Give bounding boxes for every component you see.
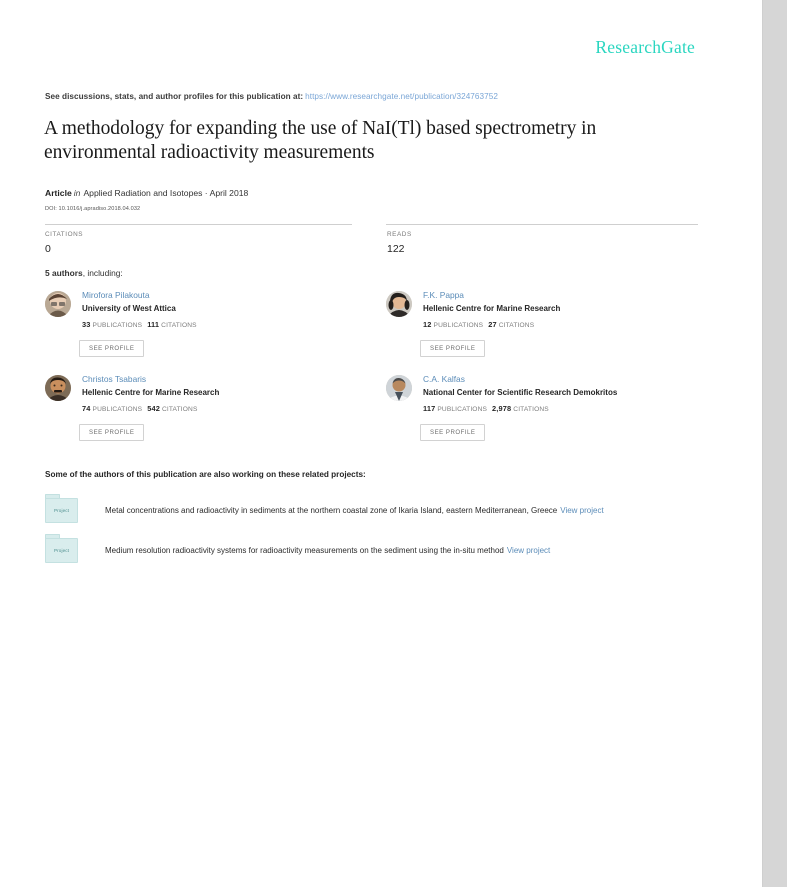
author-body [423,374,706,413]
publications-label: PUBLICATIONS [92,322,143,329]
doi-text: DOI: 10.1016/j.apradiso.2018.04.032 [45,206,141,212]
journal-name: Applied Radiation and Isotopes · April 2018 [83,188,249,198]
author-publications-count: 74 [82,404,91,413]
see-profile-button[interactable]: SEE PROFILE [79,424,144,441]
project-description: Metal concentrations and radioactivity in sediments at the northern coastal zone of Ikaria Island, eastern Mediterranean, Greece [105,506,558,515]
reads-value: 122 [387,243,405,255]
publications-label: PUBLICATIONS [437,406,488,413]
project-description-line [105,506,604,515]
citations-label: CITATIONS [45,231,84,238]
author-stats [82,404,365,413]
discussions-line [45,92,498,101]
publications-label: PUBLICATIONS [92,406,143,413]
see-profile-button[interactable]: SEE PROFILE [79,340,144,357]
citations-label: CITATIONS [498,322,535,329]
project-folder-icon[interactable] [45,534,78,563]
author-name-link[interactable]: C.A. Kalfas [423,374,465,384]
projects-heading: Some of the authors of this publication are also working on these related projects: [45,470,366,479]
author-card [45,290,365,352]
project-description: Medium resolution radioactivity systems for radioactivity measurements on the sediment using the in-situ method [105,546,504,555]
avatar [45,375,71,401]
author-publications-count: 117 [423,404,436,413]
author-card [386,290,706,352]
author-institution: University of West Attica [82,304,176,313]
author-stats [423,320,706,329]
publications-label: PUBLICATIONS [433,322,484,329]
article-in-word: in [73,188,81,198]
author-citations-count: 2,978 [492,404,512,413]
citations-value: 0 [45,243,51,255]
researchgate-logo: ResearchGate [595,37,695,57]
project-folder-label: Project [54,548,69,553]
view-project-link[interactable]: View project [560,506,604,515]
see-profile-button[interactable]: SEE PROFILE [420,340,485,357]
authors-count: 5 authors [45,268,83,278]
publication-url-link[interactable]: https://www.researchgate.net/publication/324763752 [305,92,498,101]
reads-label: READS [387,231,412,238]
author-institution: National Center for Scientific Research Demokritos [423,388,618,397]
author-citations-count: 27 [488,320,497,329]
avatar [386,375,412,401]
author-name-link[interactable]: Mirofora Pilakouta [82,290,150,300]
author-institution: Hellenic Centre for Marine Research [82,388,220,397]
divider-reads [386,224,698,225]
citations-label: CITATIONS [513,406,549,413]
reads-stat [387,231,412,255]
avatar [386,291,412,317]
author-name-link[interactable]: Christos Tsabaris [82,374,147,384]
view-project-link[interactable]: View project [506,546,551,555]
avatar [45,291,71,317]
author-stats [82,320,365,329]
article-type-label: Article [45,188,72,198]
authors-heading-rest: , including: [82,268,123,278]
author-body [82,290,365,329]
project-row [45,494,745,528]
author-body [423,290,706,329]
project-folder-icon[interactable] [45,494,78,523]
citations-stat [45,231,83,255]
author-card [386,374,706,436]
project-row [45,534,745,568]
project-folder-label: Project [54,508,69,513]
project-description-line [105,546,550,555]
page-title: A methodology for expanding the use of NaI(Tl) based spectrometry in environmental radioactivity measurements [44,118,597,163]
author-citations-count: 111 [147,320,160,329]
divider-citations [45,224,352,225]
author-card [45,374,365,436]
author-name-link[interactable]: F.K. Pappa [423,290,464,300]
author-body [82,374,365,413]
article-meta [45,188,248,198]
authors-heading [45,268,123,278]
author-institution: Hellenic Centre for Marine Research [423,304,561,313]
author-publications-count: 12 [423,320,432,329]
author-stats [423,404,706,413]
author-publications-count: 33 [82,320,91,329]
author-citations-count: 542 [147,404,160,413]
citations-label: CITATIONS [161,322,197,329]
citations-label: CITATIONS [161,406,198,413]
discussions-text: See discussions, stats, and author profiles for this publication at: [45,92,304,101]
see-profile-button[interactable]: SEE PROFILE [420,424,485,441]
